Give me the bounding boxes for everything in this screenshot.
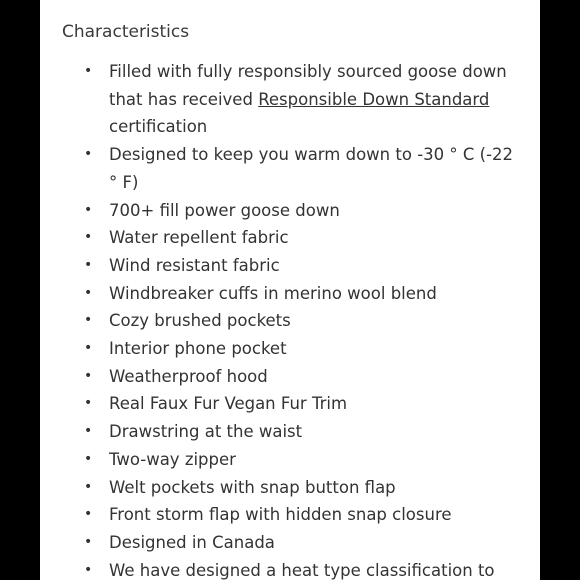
list-item-text: Wind resistant fabric	[109, 255, 280, 275]
product-details-panel	[40, 0, 540, 580]
bullet-icon: •	[84, 561, 93, 578]
bullet-icon: •	[84, 256, 93, 273]
list-item-text: Interior phone pocket	[109, 339, 287, 359]
list-item	[40, 141, 540, 196]
bullet-icon: •	[84, 229, 93, 246]
bullet-icon: •	[84, 423, 93, 440]
list-item-text: Windbreaker cuffs in merino wool blend	[109, 283, 437, 303]
list-item	[40, 280, 540, 308]
bullet-icon: •	[84, 312, 93, 329]
list-item	[40, 197, 540, 225]
bullet-icon: •	[84, 201, 93, 218]
list-item	[40, 224, 540, 252]
list-item	[40, 418, 540, 446]
list-item	[40, 557, 540, 580]
list-item-text: Designed to keep you warm down to -30 ° C (-22 ° F)	[109, 145, 514, 192]
bullet-icon: •	[84, 340, 93, 357]
bullet-icon: •	[84, 146, 93, 163]
list-item	[40, 252, 540, 280]
list-item	[40, 390, 540, 418]
list-item-text: Cozy brushed pockets	[109, 311, 291, 331]
list-item-text: Filled with fully responsibly sourced goose down that has received	[109, 62, 507, 109]
list-item	[40, 307, 540, 335]
list-item-text: Drawstring at the waist	[109, 422, 303, 442]
bullet-icon: •	[84, 478, 93, 495]
list-item	[40, 501, 540, 529]
bullet-icon: •	[84, 506, 93, 523]
list-item-text: Two-way zipper	[109, 449, 236, 469]
list-item-text: certification	[109, 117, 208, 137]
responsible-down-standard-link[interactable]: Responsible Down Standard	[258, 89, 490, 109]
list-item-text: Real Faux Fur Vegan Fur Trim	[109, 394, 348, 414]
bullet-icon: •	[84, 63, 93, 79]
bullet-icon: •	[84, 395, 93, 412]
list-item	[40, 363, 540, 391]
list-item-text: 700+ fill power goose down	[109, 200, 340, 220]
list-item	[40, 529, 540, 557]
bullet-icon: •	[84, 367, 93, 384]
list-item-text: Weatherproof hood	[109, 366, 268, 386]
bullet-icon: •	[84, 284, 93, 301]
section-heading: Characteristics	[62, 22, 190, 42]
characteristics-list	[40, 58, 540, 580]
list-item-text: Designed in Canada	[109, 532, 275, 552]
list-item-text: Welt pockets with snap button flap	[109, 477, 396, 497]
bullet-icon: •	[84, 533, 93, 550]
list-item	[40, 446, 540, 474]
list-item	[40, 335, 540, 363]
list-item-text: Front storm flap with hidden snap closure	[109, 505, 452, 525]
list-item-text: We have designed a heat type classification to	[109, 560, 495, 580]
list-item	[40, 58, 540, 141]
list-item	[40, 474, 540, 502]
list-item-text: Water repellent fabric	[109, 228, 289, 248]
bullet-icon: •	[84, 450, 93, 467]
